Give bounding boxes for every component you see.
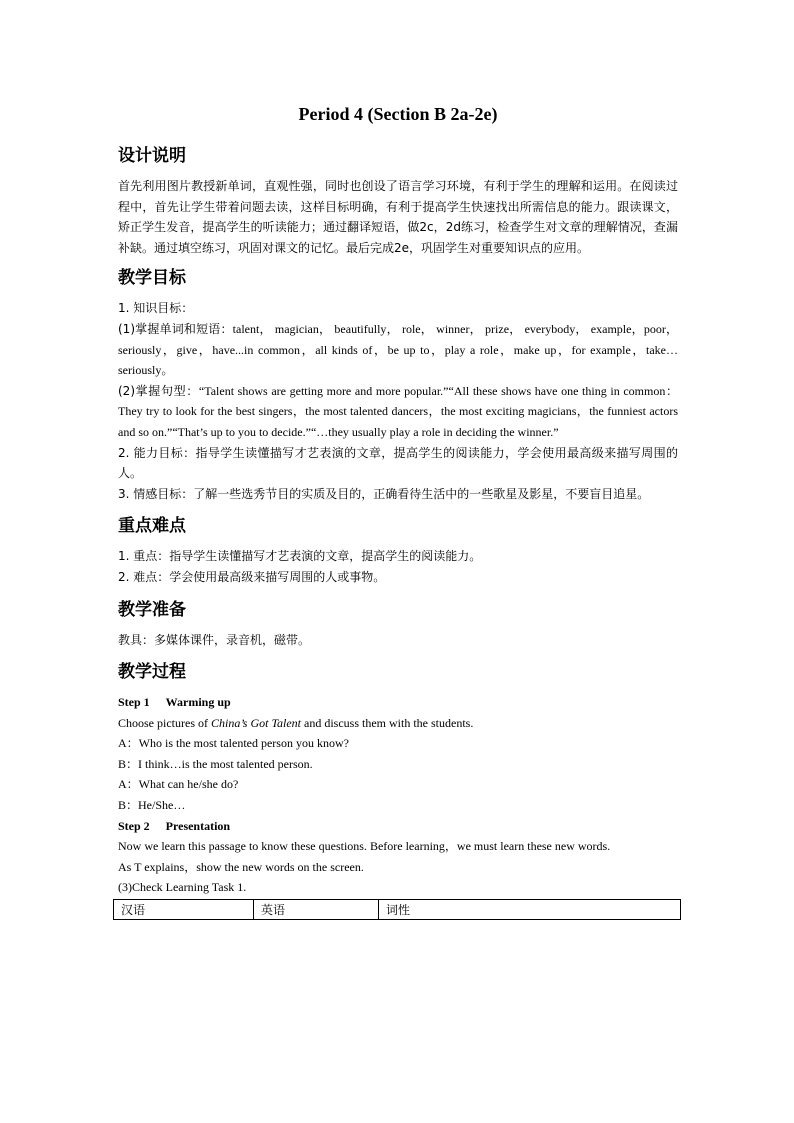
- sentences-label: (2)掌握句型：: [118, 383, 199, 398]
- step2-number: Step 2: [118, 818, 150, 833]
- key-points-heading: 重点难点: [118, 516, 186, 537]
- step1-number: Step 1: [118, 695, 150, 710]
- design-heading: 设计说明: [118, 146, 186, 166]
- key-point-2: 2. 难点：学会使用最高级来描写周围的人或事物。: [118, 569, 386, 584]
- step1-intro-after: and discuss them with the students.: [301, 715, 474, 730]
- step1-intro-before: Choose pictures of: [118, 715, 211, 730]
- preparation-heading: 教学准备: [118, 599, 186, 620]
- dialogue-line: A：Who is the most talented person you know?: [118, 736, 349, 751]
- table-header-chinese: 汉语: [114, 900, 254, 920]
- sentences-list: “Talent shows are getting more and more popular.”“All these shows have one thing in common：They try to look for the best singers，the most talented dancers，the most exciting magicians，the funniest actors and so on.”“That’s up to you to decide.”“…they usually play a role in deciding the winner.”: [118, 383, 678, 439]
- step2-name: Presentation: [165, 818, 231, 833]
- key-point-1: 1. 重点：指导学生读懂描写才艺表演的文章，提高学生的阅读能力。: [118, 549, 482, 564]
- step2-line: Now we learn this passage to know these questions. Before learning，we must learn these new words.: [118, 839, 611, 854]
- vocabulary-table: [113, 899, 681, 920]
- document-page: [118, 96, 678, 920]
- sentences-paragraph: [118, 381, 678, 443]
- show-title: China’s Got Talent: [210, 715, 302, 730]
- dialogue-line: B：He/She…: [118, 798, 186, 813]
- process-heading: 教学过程: [118, 662, 186, 683]
- step2-line: (3)Check Learning Task 1.: [118, 880, 247, 895]
- step1-name: Warming up: [165, 695, 231, 710]
- table-header-row: [114, 900, 681, 920]
- ability-goal: 2. 能力目标：指导学生读懂描写才艺表演的文章，提高学生的阅读能力，学会使用最高级来描写周围的人。: [118, 445, 678, 481]
- words-label: (1)掌握单词和短语：: [118, 321, 233, 336]
- words-paragraph: [118, 319, 678, 381]
- table-header-pos: 词性: [379, 900, 681, 920]
- dialogue-line: A：What can he/she do?: [118, 777, 239, 792]
- words-list: talent， magician， beautifully， role， winner， prize， everybody， example，poor，seriously，give，have...in common，all kinds of，be up to，play a role，make up，for example，take…seriously。: [118, 321, 678, 378]
- dialogue-line: B：I think…is the most talented person.: [118, 756, 313, 771]
- emotion-goal: 3. 情感目标：了解一些选秀节目的实质及目的，正确看待生活中的一些歌星及影星，不要盲目追星。: [118, 486, 650, 501]
- preparation-text: 教具：多媒体课件，录音机，磁带。: [118, 632, 311, 647]
- step2-heading: [118, 816, 678, 837]
- step2-line: As T explains，show the new words on the screen.: [118, 859, 364, 874]
- design-text: 首先利用图片教授新单词，直观性强，同时也创设了语言学习环境，有利于学生的理解和运用。在阅读过程中，首先让学生带着问题去读，这样目标明确，有利于提高学生快速找出所需信息的能力。跟读课文，矫正学生发音，提高学生的听读能力；通过翻译短语，做2c，2d练习，检查学生对文章的理解情况，查漏补缺。通过填空练习，巩固对课文的记忆。最后完成2e，巩固学生对重要知识点的应用。: [118, 179, 678, 255]
- page-title: Period 4 (Section B 2a-2e): [298, 104, 498, 124]
- table-header-english: 英语: [254, 900, 379, 920]
- step1-intro: [118, 713, 678, 734]
- knowledge-title: 1. 知识目标：: [118, 301, 194, 316]
- objectives-heading: 教学目标: [118, 268, 186, 289]
- step1-heading: [118, 692, 678, 713]
